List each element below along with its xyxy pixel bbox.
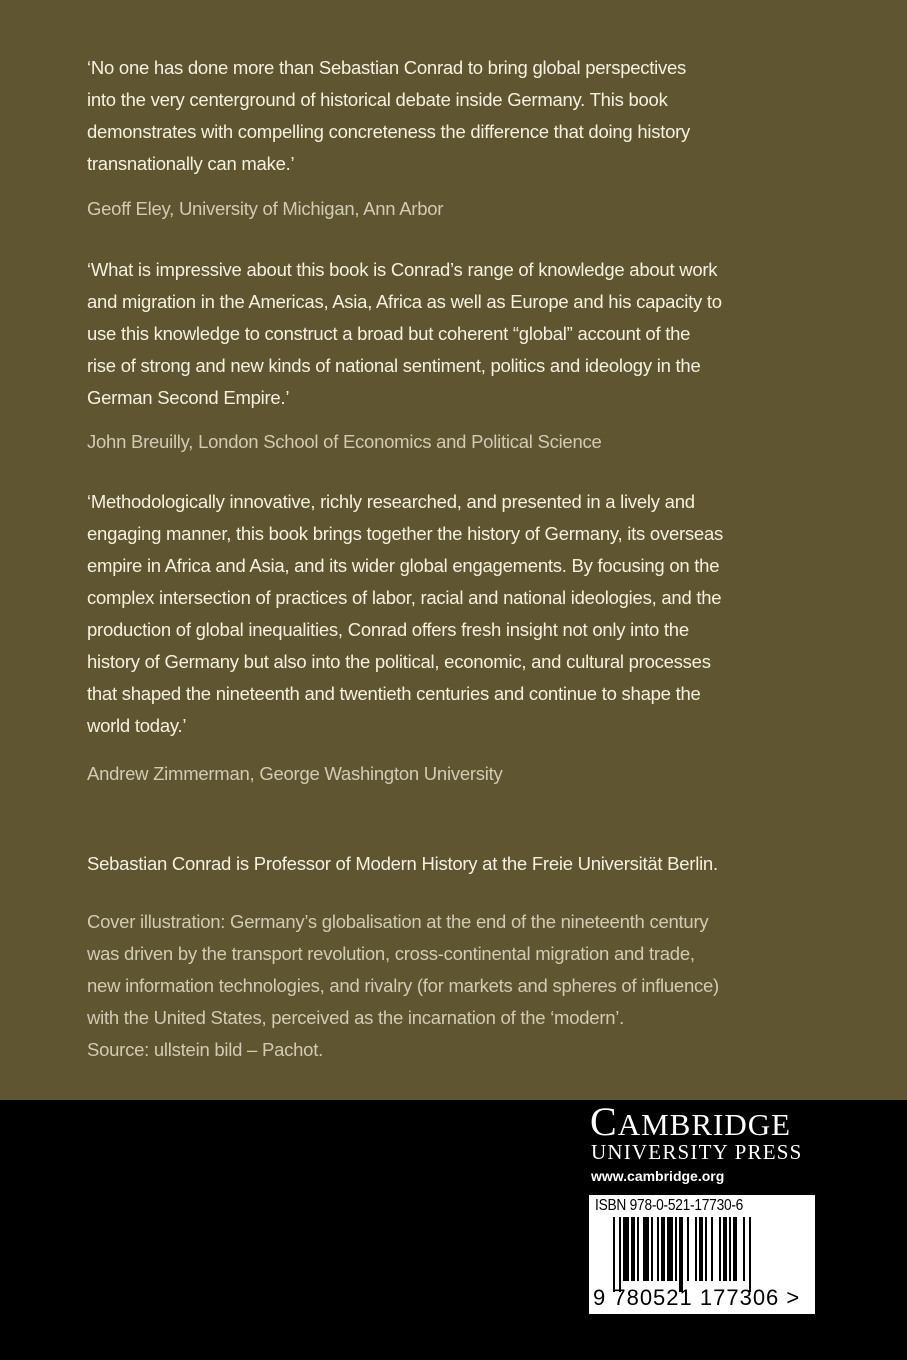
barcode-bar [619, 1217, 621, 1292]
credit-line: Source: ullstein bild – Pachot. [87, 1039, 323, 1060]
credit-line: new information technologies, and rivalry (for markets and spheres of influence) [87, 975, 719, 996]
quote-line: ‘Methodologically innovative, richly researched, and presented in a lively and [87, 491, 695, 512]
barcode-bar [733, 1217, 737, 1281]
barcode-bar [679, 1217, 683, 1292]
quote-line: complex intersection of practices of labor, racial and national ideologies, and the [87, 587, 722, 608]
quote-line: German Second Empire.’ [87, 387, 290, 408]
quote-line: engaging manner, this book brings together the history of Germany, its overseas [87, 523, 723, 544]
bio-text: Sebastian Conrad is Professor of Modern History at the Freie Universität Berlin. [87, 853, 718, 874]
barcode-bar [729, 1217, 731, 1281]
barcode-bar [695, 1217, 697, 1281]
credit-line: with the United States, perceived as the incarnation of the ‘modern’. [87, 1007, 625, 1028]
isbn-text: ISBN 978-0-521-17730-6 [595, 1197, 744, 1214]
publisher-logo-subtitle: UNIVERSITY PRESS [591, 1140, 803, 1164]
publisher-url: www.cambridge.org [591, 1168, 725, 1184]
barcode-bar [637, 1217, 639, 1281]
quote-line: ‘What is impressive about this book is Conrad’s range of knowledge about work [87, 259, 718, 280]
logo-initial: C [590, 1099, 618, 1144]
publisher-logo [590, 1099, 792, 1144]
barcode-bar [631, 1217, 635, 1281]
quote-line: production of global inequalities, Conrad offers fresh insight not only into the [87, 619, 689, 640]
quote-3-attribution: Andrew Zimmerman, George Washington University [87, 763, 503, 784]
barcode-bar [743, 1217, 745, 1281]
barcode-bar [719, 1217, 721, 1281]
quote-line: history of Germany but also into the political, economic, and cultural processes [87, 651, 711, 672]
quote-line: demonstrates with compelling concreteness the difference that doing history [87, 121, 691, 142]
barcode-bar [661, 1217, 665, 1281]
cover-illustration-credit [87, 906, 719, 1066]
quote-line: that shaped the nineteenth and twentieth centuries and continue to shape the [87, 683, 701, 704]
barcode-bar [705, 1217, 707, 1281]
barcode-bar [711, 1217, 713, 1281]
quote-2 [87, 254, 722, 414]
barcode-bar [613, 1217, 615, 1292]
barcode-bar [749, 1217, 751, 1292]
ean-digits: 9 780521 177306 > [593, 1285, 801, 1310]
author-bio [87, 848, 718, 880]
barcode-bar [675, 1217, 677, 1281]
barcode-bar [643, 1217, 649, 1281]
barcode-bar [623, 1217, 629, 1281]
credit-line: was driven by the transport revolution, cross-continental migration and trade, [87, 943, 695, 964]
quote-line: transnationally can make.’ [87, 153, 295, 174]
quote-line: empire in Africa and Asia, and its wider global engagements. By focusing on the [87, 555, 720, 576]
barcode-bar [723, 1217, 727, 1281]
barcode-bar [699, 1217, 703, 1281]
logo-name: AMBRIDGE [617, 1107, 792, 1142]
barcode-bar [657, 1217, 659, 1281]
quote-line: and migration in the Americas, Asia, Africa as well as Europe and his capacity to [87, 291, 722, 312]
quote-1 [87, 52, 690, 180]
quote-1-attribution: Geoff Eley, University of Michigan, Ann Arbor [87, 198, 444, 219]
quote-line: use this knowledge to construct a broad but coherent “global” account of the [87, 323, 691, 344]
credit-line: Cover illustration: Germany’s globalisation at the end of the nineteenth century [87, 911, 709, 932]
barcode-bar [667, 1217, 673, 1281]
barcode-bars [613, 1217, 803, 1292]
quote-line: world today.’ [87, 715, 187, 736]
isbn-barcode [589, 1195, 815, 1314]
quote-2-attribution: John Breuilly, London School of Economics and Political Science [87, 431, 602, 452]
quote-line: rise of strong and new kinds of national sentiment, politics and ideology in the [87, 355, 701, 376]
quote-line: ‘No one has done more than Sebastian Conrad to bring global perspectives [87, 57, 687, 78]
quote-3 [87, 486, 723, 742]
quote-line: into the very centerground of historical debate inside Germany. This book [87, 89, 668, 110]
barcode-bar [651, 1217, 653, 1281]
barcode-bar [687, 1217, 689, 1281]
